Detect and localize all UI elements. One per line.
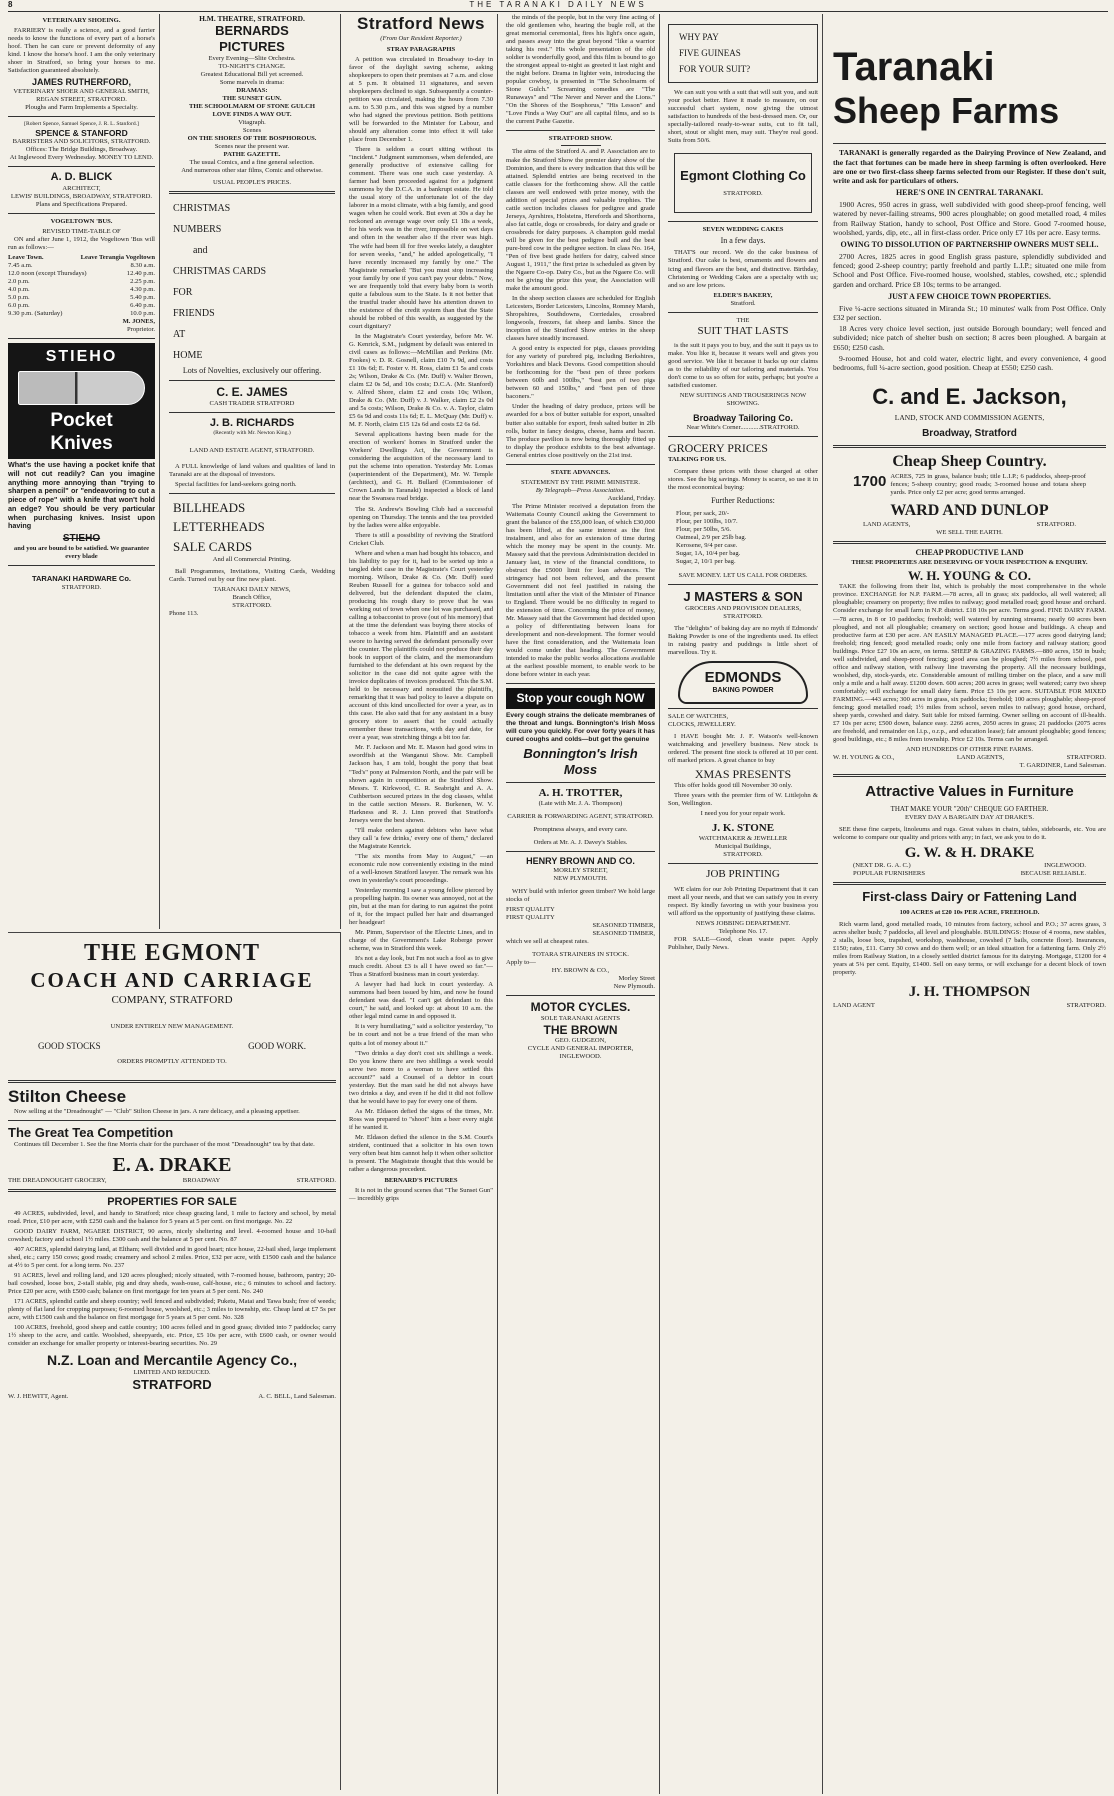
news-para: "I'll make orders against debtors who have what they call 'a few drinks,' every one of them," declared the Magistrate Kenrick. — [349, 826, 493, 850]
sheep-p1: 1900 Acres, 950 acres in grass, well subdivided with good sheep-proof fencing, well watered by never-failing streams, 900 acres ploughable; on good metalled road, 4 miles from Railway Station, handy to school, Post Office and Store. Good 7-roomed house, woolshed, yards, dip, etc., all in first-class order. Price only £7 10s per acre. Easy terms. — [833, 200, 1106, 237]
cough-brand: Bonnington's Irish Moss — [523, 746, 638, 778]
bus-owner-role: Proprietor. — [126, 326, 155, 334]
richards-sub: (Recently with Mr. Newton King.) — [213, 430, 291, 437]
suit-line: FOR YOUR SUIT? — [679, 64, 751, 75]
richards-body: A FULL knowledge of land values and qualities of land in Taranaki are at the disposal of investors. — [169, 462, 335, 478]
theatre-line: And numerous other star films, Comic and otherwise. — [181, 167, 323, 175]
theatre-line: Some marvels in drama: — [219, 78, 285, 86]
jackson-addr: Broadway, Stratford — [922, 428, 1017, 440]
bus-row: 9.30 p.m. (Saturday) 10.0 p.m. — [8, 310, 155, 317]
masthead-title: THE TARANAKI DAILY NEWS — [469, 0, 647, 9]
richards-line1: LAND AND ESTATE AGENT, STRATFORD. — [189, 446, 315, 454]
cough-body: Every cough strains the delicate membranes of the throat and lungs. Bonnington's Irish Moss will cure you quickly. For over forty years it has cured coughs and colds—but get the genuine — [506, 712, 655, 744]
theatre-line: ON THE SHORES OF THE BOSPHOROUS. — [187, 135, 317, 143]
brown-line: TOTARA STRAINERS IN STOCK. — [532, 950, 629, 958]
bus-body: ON and after June 1, 1912, the Vogeltown 'Bus will run as follows:— — [8, 235, 155, 251]
coach-title2: COACH AND CARRIAGE — [30, 968, 314, 993]
theatre-name2: PICTURES — [219, 39, 285, 54]
bus-timetable — [8, 262, 155, 318]
prop-item: GOOD DAIRY FARM, NGAERE DISTRICT, 90 acres, nicely sheltering and level. 4-roomed house and 10-bail cowshed; factory and school 1½ miles. £300 cash and the balance at 5 per cent. No. 87 — [8, 1227, 336, 1243]
sheep-p4: 18 Acres very choice level section, just outside Borough boundary; well fenced and subdivided; nice patch of shelter bush on section; 8 acres been ploughed. A bargain at £650; £250 cash. — [833, 324, 1106, 352]
furn-sub: THAT MAKE YOUR "20th" CHEQUE GO FARTHER. — [890, 805, 1049, 814]
grocery-item: Sugar, 2, 10/1 per bag. — [676, 558, 736, 566]
pocket-knife-icon — [18, 371, 146, 405]
stone-xmas: XMAS PRESENTS — [694, 767, 792, 782]
brown-line: which we sell at cheapest rates. — [506, 937, 589, 945]
column-2 — [164, 14, 341, 929]
hardware-town: STRATFORD. — [61, 583, 102, 591]
advances-sub2: By Telegraph—Press Association. — [535, 486, 626, 494]
grocery-item: Oatmeal, 2/9 per 25lb bag. — [676, 533, 747, 541]
sheep-p3: Five ¼-acre sections situated in Miranda St.; 10 minutes' walk from Post Office. Only £32 per section. — [833, 303, 1106, 322]
young-mid: LAND AGENTS, — [956, 754, 1005, 762]
theatre-line: Every Evening—Slite Orchestra. — [208, 54, 296, 62]
spence-line2: Offices: The Bridge Buildings, Broadway. — [25, 146, 138, 154]
news-para: Where and when a man had bought his tobacco, and his liability to pay for it, had to be sorted up into a tangled debt case in the Magistrate's Court yesterday morning. Wilson, Drake & Co. (Mr. Duff) sued Reuben Russell for a guinea for tobacco sold and delivered, but the defendant disputed the claim, producing his rough diary to prove that he was working out of town when one lot was purchased, and calling a tobacconist to prove (out of his memory) that at the time the defendant was buying there stocks of tobacco a week from him. Plaintiff and an assistant swore to having served the defendant personally over the counter. The plaintiffs could not produce their day book in support of the claim, and the memorandum furnished to the defendant at his own request by the solicitor in the case did not quite agree with the invoice duplicates of invoices produced. This the S.M. held to be necessary and nonsuited the plaintiffs, remarking that it was bad policy to leave a dispute on account of this kind uncollected for over a year, as in this case. He also said that for any assistant in a busy grocery store to assert that he could actually remember these transactions, with day and date, for over a year, was stretching things a bit too far. — [349, 549, 493, 742]
brown-line: FIRST QUALITY — [506, 905, 555, 913]
news-para: It is very humiliating," said a solicitor yesterday, "to be in court and not be a true friend of the man who quits a lot of money about it." — [349, 1023, 493, 1047]
egmont-town: STRATFORD. — [723, 189, 763, 197]
brown-line: SEASONED TIMBER, — [592, 921, 655, 929]
print-ad — [169, 498, 335, 557]
trotter-sub: (Late with Mr. J. A. Thompson) — [538, 800, 623, 808]
theatre-line: TO-NIGHT'S CHANGE. — [218, 62, 286, 70]
theatre-line: The usual Comics, and a fine general selection. — [189, 159, 315, 167]
furn-title: Attractive Values in Furniture — [865, 783, 1074, 801]
print-line: And all Commercial Printing. — [212, 556, 292, 564]
furn-right: INGLEWOOD. — [1044, 862, 1086, 870]
grocery-item: Sugar, 1A, 10/4 per bag. — [676, 550, 741, 558]
jackson-name: C. and E. Jackson, — [872, 384, 1067, 410]
cheese-body: Now selling at the "Dreadnought" — "Club" Stilton Cheese in jars. A rare delicacy, and a pleasing appetiser. — [14, 1108, 300, 1116]
grocery-item: Flour, per 100lbs, 10/7. — [676, 517, 738, 525]
tail-para: It is not in the ground scenes that "The Sunset Gun" — incredibly grips — [349, 1187, 493, 1203]
stone-repair: I need you for your repair work. — [700, 809, 786, 817]
xmas-line: HOME — [173, 350, 203, 362]
furn-left2: POPULAR FURNISHERS — [853, 870, 926, 878]
print-line: TARANAKI DAILY NEWS, — [213, 586, 291, 594]
news-para: As Mr. Eldason defied the signs of the times, Mr. Ross was prepared to "shoot" him a beer every night if he wanted it. — [349, 1107, 493, 1131]
masters-name: J MASTERS & SON — [683, 589, 803, 605]
young-heading: CHEAP PRODUCTIVE LAND — [915, 547, 1024, 557]
theatre-line: Scenes near the present war. — [214, 143, 290, 151]
stone-line: Municipal Buildings, — [714, 843, 772, 851]
stone-line1: SALE OF WATCHES, — [668, 712, 729, 720]
news-para: It's not a day look, but I'm not such a fool as to give much credit. About £3 is all I have owed so far."—Thus a Stratford business man in court yesterday. — [349, 955, 493, 979]
grocery-foot: SAVE MONEY. LET US CALL FOR ORDERS. — [678, 572, 808, 580]
xmas-line: NUMBERS — [173, 224, 222, 236]
blick-line1: ARCHITECT, — [62, 184, 101, 192]
advances-body: The Prime Minister received a deputation from the Waitemata County Council asking the Government to grant the balance of the £55,000 loan, of which £30,000 has been lifted, at the same interest as the first instalment, and also for an extension of time during which the money may be spent in the county. Mr. Massey said that the previous Administration decided in January last, in view of the financial conditions, to obstruct the £5000 limit for loan advances. The stringency had not been relieved, and the present Government did not feel justified in raising the limitation until after the visit of the Minister of Finance to England. There would be no difficulty in regard to the extension of time. Concerning the price of money, Mr. Massey said that the Government had decided upon a policy of differentiating between loans for development and non-development. The former would have the first consideration, and the Waitemata loan would come under that heading. The Government intended to make the public works allocations available at the earliest possible moment, to enable work to be done before winter in each year. — [506, 502, 655, 679]
sheep-p2: 2700 Acres, 1825 acres in good English grass pasture, splendidly subdivided and fenced; good 2-sheep country; partly freehold and partly L.I.P.; situated one mile from School and Post Office. Five-roomed house, woolshed, stables, cowshed, etc.; splendid garden and orchard. Price £8 10s; terms to be arranged. — [833, 251, 1106, 289]
edmonds-logo — [678, 661, 808, 704]
vet-line2: REGAN STREET, STRATFORD. — [36, 96, 127, 104]
xmas-line: FOR — [173, 287, 193, 299]
cakes-name: ELDER'S BAKERY, — [713, 291, 773, 299]
theatre-line: LOVE FINDS A WAY OUT. — [212, 111, 292, 119]
cheap-title: Cheap Sheep Country. — [892, 452, 1047, 470]
lasts-the: THE — [736, 316, 750, 324]
newspaper-page — [8, 0, 1108, 1796]
stone-body2: Three years with the premier firm of W. Littlejohn & Son, Wellington. — [668, 791, 818, 807]
theatre-line: Greatest Educational Bill yet screened. — [200, 70, 304, 78]
motor-title: MOTOR CYCLES. — [530, 999, 631, 1014]
spence-line3: At Inglewood Every Wednesday. MONEY TO LEND. — [9, 154, 154, 162]
job-heading: JOB PRINTING — [706, 868, 780, 881]
grocery-heading: GROCERY PRICES — [668, 441, 768, 456]
grocery-item: Flour, per sack, 20/- — [676, 509, 730, 517]
print-line: STRATFORD. — [232, 602, 272, 610]
theatre-line: Vitagraph. — [238, 119, 266, 127]
xmas-line: CHRISTMAS CARDS — [173, 266, 267, 278]
print-line: SALE CARDS — [173, 538, 253, 554]
theatre-line: USUAL PEOPLE'S PRICES. — [212, 179, 292, 187]
news-para: In the Magistrate's Court yesterday, before Mr. W. G. Kenrick, S.M., judgment by default was entered in civil cases as follows:—McMillan and Perkins (Mr. Fookes) v. D. R. Gosnell, claim £10 7s 9d, and costs £1 10s 6d; E. Foster v. H. Ross, claim £1 5s and costs 2s; Wilson, Drake & Co. (Mr. Duff) v. Walter Brown, claim £2 0s 5d, and 10s costs; D.C.A. (Mr. Stanford) v. Alfred Shore, claim £2 and costs 10s; Wilson, Drake & Co. (Mr. Duff) v. J. Walker, claim £2 2s 0d and 5s costs; Wilson, Drake & Co. v. A. Taylor, claim £5 6s 9d and costs 11s 6d; E. L. McQuay (Mr. Duff) v. M. F. North, claim £15 12s 6d and costs £2 6s 6d. — [349, 332, 493, 429]
print-line: BILLHEADS — [173, 499, 246, 515]
xmas-ad — [169, 198, 335, 366]
news-para: The St. Andrew's Bowling Club had a successful opening on Thursday. The tennis and the tea provided by the ladies were alike enjoyable. — [349, 505, 493, 529]
show-para: The aims of the Stratford A. and P. Association are to make the Stratford Show the premier dairy show of the Dominion, and there is every indication that this will be attained. Splendid entries are being received in the cattle classes for the forthcoming show. All the cattle classes are well endowed with prize money, with the addition of special prizes and valuable trophies. The cattle section includes classes for pedigree and grade Jerseys, Ayrshires, Holsteins, Herefords and Shorthorns, also fat cattle, dogs or crossbreds, for dairy and grade or crossbreds for dairy purposes. A champion gold medal will be given for the best pedigree bull and the best pure-bred cow in the pedigree section. In class No. 164, "Pen of five best grade heifers for dairy, calved since August 1, 1911," the first prize is scheduled as given by the Ngaere Co-op. Dairy Co., but as the Ngaere Co. will not be giving the prize this year, the Association will make the amount good. — [506, 148, 655, 292]
news-para: "The six months from May to August," —an economic rule now conveniently existing in the mind of a well-known Stratford lawyer. The remark was his own in yesterday's court proceedings. — [349, 852, 493, 884]
print-line: LETTERHEADS — [173, 519, 265, 535]
vet-heading: VETERINARY SHOEING. — [42, 17, 121, 24]
trotter-name: A. H. TROTTER, — [538, 786, 623, 799]
sheep-h2: OWING TO DISSOLUTION OF PARTNERSHIP OWNERS MUST SELL. — [840, 240, 1099, 250]
knife-title1: Pocket — [50, 409, 113, 431]
james-line: CASH TRADER STRATFORD — [209, 399, 295, 407]
ward-left: LAND AGENTS, — [863, 520, 911, 528]
blick-name: A. D. BLICK — [50, 171, 113, 184]
stone-body: I HAVE bought Mr. J. F. Watson's well-known watchmaking and jewellery business. New stock is ordered. The present fine stock is offered at 10 per cent. off marked prices. A great chance to buy — [668, 733, 818, 765]
lasts-addr: Near White's Corner............STRATFORD. — [686, 424, 800, 432]
brown-body: WHY build with inferior green timber? We hold large stocks of — [506, 887, 655, 903]
bus-row: 5.0 p.m. 5.40 p.m. — [8, 293, 155, 301]
grocery-reductions: Further Reductions: — [711, 496, 775, 506]
hardware-name: TARANAKI HARDWARE Co. — [31, 574, 132, 584]
drake-name: E. A. DRAKE — [112, 1153, 232, 1176]
suit-line: WHY PAY — [679, 32, 719, 42]
news-para: Mr. F. Jackson and Mr. E. Mason had good wins in swordfish at the Wanganui Show. Mr. Campbell Jackson has, I am told, bought the pony that beat "Ted's" pony at Palmerston North, and the pair will be shown again in competition at the Stratford Show. Messrs. T. Kirkwood, C. R. Seabright and A. A. Cuthbertson secured prizes in the dog classes, whilst in the cattle section Messrs. R. Burkenen, W. V. Harkness and R. J. Linn proved that Stratford's Jerseys were the best shown. — [349, 744, 493, 824]
dairy-title: First-class Dairy or Fattening Land — [862, 889, 1077, 905]
spence-name: SPENCE & STANFORD — [35, 127, 128, 138]
bus-row: 12.0 noon (except Thursdays) 12.40 p.m. — [8, 269, 155, 277]
nz-title: N.Z. Loan and Mercantile Agency Co., — [47, 1352, 297, 1369]
column-4 — [502, 14, 660, 1794]
good-work: GOOD WORK. — [248, 1041, 306, 1052]
lasts-body: is the suit it pays you to buy, and the suit it pays us to make. You like it, because it wears well and gives you good service. We like it because it backs up our claims as to the reliability of our tailoring and materials. You don't come to us so often for suits, perhaps; but you're a satisfied customer. — [668, 342, 818, 390]
xmas-foot: Lots of Novelties, exclusively our offering. — [182, 366, 322, 376]
theatre-name: BERNARDS — [215, 23, 289, 39]
james-name: C. E. JAMES — [216, 385, 288, 400]
bus-owner: M. JONES, — [122, 318, 155, 326]
motor-line1: GEO. GUDGEON, — [554, 1037, 607, 1045]
prop-item: 171 ACRES, splendid cattle and sheep country; well fenced and subdivided; Puketu, Matai and Tawa bush; free of weeds; plenty of flat land for cropping purposes; 6-roomed house, woolshed, etc.; 3 miles to township, etc. Cheap land at £7 5s per acre, with £1500 cash and the balance on first mortgage for 5 years at 5 per cent. No. 328 — [8, 1298, 336, 1322]
stray-heading: STRAY PARAGRAPHS — [386, 45, 456, 53]
tail-heading: BERNARD'S PICTURES — [384, 1177, 458, 1185]
vet-line3: Ploughs and Farm Implements a Specialty. — [25, 104, 138, 112]
young-foot: AND HUNDREDS OF OTHER FINE FARMS. — [905, 746, 1033, 753]
sheep-p5: 9-roomed House, hot and cold water, electric light, and every convenience, 4 good bedrooms, full ¼-acre section, good position. Cheap at £550; £250 cash. — [833, 353, 1106, 373]
advances-sub3: Auckland, Friday. — [607, 494, 655, 502]
theatre-line: PATHE GAZETTE. — [223, 151, 281, 159]
nz-sub: LIMITED AND REDUCED. — [133, 1369, 211, 1377]
brown-line: Apply to— — [506, 958, 536, 966]
coach-line2: ORDERS PROMPTLY ATTENDED TO. — [117, 1058, 227, 1066]
stone-line2: CLOCKS, JEWELLERY. — [668, 721, 736, 729]
stone-line: STRATFORD. — [723, 851, 763, 859]
print-line: Phone 113. — [169, 610, 199, 618]
news-para: A lawyer had had luck in court yesterday. A summons had been issued by him, and now he found defendant was dead. "I can't get defendant to this court," he said, and looked up: at about 10 a.m. the other legal mind came in and opposed it. — [349, 981, 493, 1021]
news-para: Mr. Eldason defied the silence in the S.M. Court's strident, continued that a solicitor in his own town very often beat him cannot help it when other solicitor is present. The Magistrate thought that this would be rather a dangerous precedent. — [349, 1133, 493, 1173]
suit-line: FIVE GUINEAS — [679, 48, 741, 59]
sheep-title2: Sheep Farms — [833, 90, 1060, 131]
cakes-body: THAT'S our record. We do the cake business of Stratford. Our cake is best, ornaments and flowers and icing and flavors are the best, and distinctive. Birthday, Christening or Wedding Cakes are a specialty with us; and so are low prices. — [668, 249, 818, 289]
news-para: Several applications having been made for the erection of workers' homes in Stratford under the Workers' Dwellings Act, the Government is considering the acquisition of the necessary land to put the scheme into operation. Yesterday Mr. Lomas (superintendent of the Department), Mr. W. Temple (architect), and G. H. Bullard (Commissioner of Crown Lands in Taranaki) inspected a block of land near the Swansea road bridge. — [349, 431, 493, 503]
cough-ad — [506, 688, 655, 709]
theatre-line: Scenes — [242, 127, 262, 135]
show-heading: STRATFORD SHOW. — [548, 135, 613, 143]
ward-sub: WE SELL THE EARTH. — [936, 528, 1003, 536]
furn-left: (NEXT DR. G. A. C.) — [853, 862, 911, 870]
thompson-left: LAND AGENT — [833, 1001, 875, 1009]
jackson-line: LAND, STOCK AND COMMISSION AGENTS, — [894, 413, 1045, 423]
grocery-sub: TALKING FOR US. — [668, 455, 726, 463]
news-para: There is seldom a court sitting without its "incident." Judgment summonses, when defended, are generally productive of extensive calling for comment. There was one such case yesterday. A farmer had been proceeded against for a judgment summons by the D.C.A. in a bankrupt estate. He told the usual story of the unfortunate lot of the day laborer in a moist climate, with a big family, and good wages when he could work. But even at 30s a day he reckoned an average wage over only £1 18s a week, for his work was in the river, impossible on wet days and often in the weather also if the river was high. The wife had been ill for five weeks lately, a daughter for seven weeks, "and," he added apologetically, "I have recently increased my family by one." The Magistrate remarked: "But you must stop increasing your family by one if you can't pay your debts." Now, we are frequently told that every baby born is worth quite a fabulous sum to the State. Is it not better that the trustful trader should have his attention drawn to the existence of the credit system than that the State should be robbed of this wealth, as suggested by the court dignitary? — [349, 146, 493, 330]
bus-sub: REVISED TIME-TABLE OF — [42, 227, 121, 235]
bus-row: 7.45 a.m. 8.30 a.m. — [8, 261, 155, 269]
news-para: There is still a possibility of reviving the Stratford Cricket Club. — [349, 531, 493, 547]
suit-box — [668, 24, 818, 83]
cakes-heading: SEVEN WEDDING CAKES — [702, 225, 784, 233]
lasts-line: NEW SUITINGS AND TROUSERINGS NOW SHOWING. — [679, 392, 807, 408]
pictures-para: the minds of the people, but in the very fine acting of the old gentlemen who, hearing the bugle roll, at the great memorial ceremonial, fires his light's once again, and passes away into the great beyond "like a warrior taking his rest." His whole presentation of the old soldier is wonderfully good, and this film is bound to go the strongest appeal to-night as greeted it last night and the night before. Drama in lighter vein, introducing the popular cowboy, is presented in "The Schoolmarm of Stone Gulch." Screaming comedies are "The Runaways" and "The Never and Never and the Lions." "On the Shores of the Bosphorus," "His Lesson" and "Love Finds a Way Out" are all capital films, and so is the current Pathe Gazette. — [506, 14, 655, 126]
column-1 — [8, 14, 160, 929]
motor-line2: CYCLE AND GENERAL IMPORTER, INGLEWOOD. — [527, 1045, 634, 1061]
xmas-line: AT — [173, 329, 186, 341]
young-sub: THESE PROPERTIES ARE DESERVING OF YOUR INSPECTION & ENQUIRY. — [851, 559, 1088, 567]
knife-ad — [8, 343, 155, 459]
advances-sub1: STATEMENT BY THE PRIME MINISTER. — [521, 478, 640, 486]
show-para: Under the heading of dairy produce, prizes will be awarded for a box of butter suitable for export, unsalted butter also suitable for export, fresh salted butter in 2lb rolls, butter in fancy designs, cheese, hams and bacon. The produce pavilion is now being thoroughly fitted up to display the produce exhibits to the best advantage. General entries close positively on the 21st inst. — [506, 403, 655, 459]
nz-left: W. J. HEWITT, Agent. — [8, 1393, 69, 1401]
print-line: Branch Office, — [232, 594, 272, 602]
trotter-line2: Promptness always, and every care. — [533, 826, 628, 834]
young-right: STRATFORD. — [1066, 754, 1106, 762]
brown-line: New Plymouth. — [613, 982, 655, 990]
news-para: Mr. Pimm, Supervisor of the Electric Lines, and in charge of the Government's Lake Roberge power scheme, was in Stratford this week. — [349, 929, 493, 953]
spence-line1: BARRISTERS AND SOLICITORS, STRATFORD. — [12, 138, 151, 146]
dairy-sub: 100 ACRES at £20 10s PER ACRE, FREEHOLD. — [899, 909, 1040, 917]
furn-body: SEE these fine carpets, linoleums and rugs. Great values in chairs, tables, sideboards, etc. You are welcome to compare our quality and prices with any; in fact, we ask you to do it. — [833, 825, 1106, 841]
prop-item: 91 ACRES, level and rolling land, and 120 acres ploughed; nicely situated, with 7-roomed house, bathroom, pantry; 20-bail cowshed, loose box, 2-stall stable, pig and dray sheds, wash-ouse, calf-house, etc.; 6 minutes to school and factory. Price £20 per acre, with £500 cash; balance on first mortgage for ten years at 5 per cent. No. 240 — [8, 1272, 336, 1296]
brown-line: HY. BROWN & CO., — [551, 966, 610, 974]
column-3 — [345, 14, 498, 1794]
news-para: "Two drinks a day don't cost six shillings a week. Do you know there are two shillings a week would serve two more to a woman to have settled this account?" said a Counsel of a debtor in court yesterday. But the man said he did not always have two drinks a day, and even if he did it did not follow that he would have to pay for every one of them. — [349, 1049, 493, 1105]
sheep-title1: Taranaki — [833, 45, 995, 89]
cakes-town: Stratford. — [730, 299, 756, 307]
coach-title: THE EGMONT — [83, 940, 261, 966]
knife-body: What's the use having a pocket knife that will not cut readily? Can you imagine anything more annoying than "trying to sharpen a pencil" or "endeavoring to cut a piece of rope" with a knife that won't hold an edge? You should be very particular when purchasing knives. Insist upon having — [8, 459, 155, 531]
cheap-body: ACRES, 725 in grass, balance bush; title L.I.P.; 6 paddocks, sheep-proof fences; 5-sheep country; good roads; 3-roomed house and totara sheep yards. Price only £2 per acre; good terms arranged. — [890, 473, 1086, 497]
wide-left-block — [8, 932, 341, 1790]
cheap-num: 1700 — [853, 473, 887, 491]
young-name: W. H. YOUNG & CO. — [908, 567, 1031, 583]
print-line: Ball Programmes, Invitations, Visiting Cards, Wedding Cards. Turned out by our fine new plant. — [169, 568, 335, 584]
page-number: 8 — [8, 0, 16, 9]
stone-name: J. K. STONE — [711, 821, 775, 834]
edmonds-brand2: BAKING POWDER — [712, 687, 774, 695]
stratford-news-title: Stratford News — [357, 14, 485, 33]
good-stocks: GOOD STOCKS — [38, 1041, 101, 1052]
masthead — [8, 0, 1108, 12]
cheese-title: Stilton Cheese — [8, 1087, 127, 1107]
grocery-body: Compare these prices with those charged at other stores. See the big savings. Money is scarce, so use it in the most economical buying: — [668, 468, 818, 492]
vet-name: JAMES RUTHERFORD, — [31, 77, 131, 88]
show-para: A good entry is expected for pigs, classes providing for any variety of purebred pig, including Berkshires, Yorkshires and black Devons. Good competition should be forthcoming for the "best pen of three porkers between 60lb and 100lbs," "best pen of two pigs between 60 and 150lbs," and "best pen of three baconers." — [506, 345, 655, 401]
bus-row: 2.0 p.m. 2.25 p.m. — [8, 277, 155, 285]
xmas-line: FRIENDS — [173, 308, 215, 320]
masters-line: GROCERS AND PROVISION DEALERS, STRATFORD. — [685, 604, 801, 620]
thompson-name: J. H. THOMPSON — [908, 984, 1031, 1001]
nz-right: A. C. BELL, Land Salesman. — [258, 1393, 336, 1401]
xmas-line: and — [193, 245, 208, 257]
coach-title3: COMPANY, STRATFORD — [111, 993, 233, 1006]
theatre-line: THE SCHOOLMARM OF STONE GULCH — [188, 103, 316, 111]
furn-right2: BECAUSE RELIABLE. — [1020, 870, 1086, 878]
job-body: WE claim for our Job Printing Department that it can meet all your needs, and that we can satisfy you in every respect. By kindly favoring us with your business you will afford us the opportunity of justifying these claims. — [668, 885, 818, 917]
lasts-name: Broadway Tailoring Co. — [693, 413, 793, 424]
motor-name: THE BROWN — [543, 1022, 618, 1037]
ward-name: WARD AND DUNLOP — [890, 502, 1049, 520]
job-sale: FOR SALE—Good, clean waste paper. Apply Publisher, Daily News. — [668, 936, 818, 952]
bus-row: 4.0 p.m. 4.30 p.m. — [8, 285, 155, 293]
vet-body: FARRIERY is really a science, and a good farrier needs to know the functions of every part of a horse's hoof. Then he can cure or prevent deformity of any kind. I know the horse's hoof. I am the only veterinary shoer in Stratford, so bring your horses to me. Satisfaction guaranteed absolutely. — [8, 27, 155, 75]
trotter-line1: CARRIER & FORWARDING AGENT, STRATFORD. — [507, 813, 654, 821]
bus-col-b: Leave Terangia Vogeltown — [80, 253, 155, 261]
dairy-body: Rich warm land, good metalled roads, 10 minutes from factory, school and P.O.; 37 acres grass, 3 acres shelter bush; 7 paddocks, all level and ploughable. BUILDINGS: House of 4 rooms, new stables, 2 stalls, loose box, trapshed, workshop, washhouse, cowshed (7 bails, concrete floor). Insurances, £150; rates, £11. Carry 30 cows and do them well; or an ideal situation for a fattening farm. Only 2½ miles from Railway Station, in a closely settled district famous for its dairying. Mortgage, £1200 for 4 years at 5¼ per cent. Equity, £1400. Sell on easy terms, or will exchange for a decent block of town property. — [833, 921, 1106, 977]
theatre-line: DRAMAS: — [236, 86, 268, 94]
stone-line: WATCHMAKER & JEWELLER — [698, 835, 788, 843]
ward-right: STRATFORD. — [1036, 520, 1076, 528]
prop-item: 49 ACRES, subdivided, level, and handy to Stratford; nice cheap grazing land, 1 mile to factory and school, by metal road. Price, £10 per acre, with £250 cash and the balance for 5 years at 5 per cent. on first mortgage. No. 22 — [8, 1209, 336, 1225]
job-line1: NEWS JOBBING DEPARTMENT. — [695, 919, 791, 927]
column-6 — [827, 14, 1108, 1794]
young-left: W. H. YOUNG & CO., — [833, 754, 895, 762]
brown-line: FIRST QUALITY — [506, 913, 555, 921]
theatre-line: THE SUNSET GUN. — [222, 95, 282, 103]
drake-mid: BROADWAY — [182, 1177, 221, 1185]
coach-line1: UNDER ENTIRELY NEW MANAGEMENT. — [110, 1023, 234, 1031]
furn-sub2: EVERY DAY A BARGAIN DAY AT DRAKE'S. — [905, 813, 1034, 821]
richards-name: J. B. RICHARDS — [209, 416, 295, 429]
suit-body: We can suit you with a suit that will suit you, and suit your pocket better. Have it made to measure, on our successful chart system, now giving the utmost satisfaction to hundreds of the best-dressed men. Or, our specially-tailored ready-to-wear suits, cut to fit tall, short, stout or slight men, may suit. They're real good. Suits from 50/6. — [668, 88, 818, 144]
furn-name: G. W. & H. DRAKE — [904, 845, 1035, 862]
grocery-item: Flour, per 50lbs, 5/6. — [676, 525, 732, 533]
brown-line: Morley Street — [618, 974, 655, 982]
spence-sub: [Robert Spence, Samuel Spence, J. R. L. Stanford.] — [24, 121, 139, 128]
knife-brand2: STIEHO — [62, 533, 101, 545]
lasts-heading: SUIT THAT LASTS — [697, 324, 789, 337]
edmonds-brand: EDMONDS — [704, 669, 782, 687]
vet-line1: VETERINARY SHOER AND GENERAL SMITH, — [13, 88, 150, 96]
richards-line2: Special facilities for land-seekers going north. — [175, 480, 297, 488]
cakes-sub: In a few days. — [720, 235, 766, 245]
trotter-line3: Orders at Mr. A. J. Davey's Stables. — [533, 839, 628, 847]
drake-right: STRATFORD. — [296, 1177, 336, 1185]
column-5 — [664, 14, 823, 1794]
blick-line3: Plans and Specifications Prepared. — [35, 200, 128, 208]
nz-town: STRATFORD — [132, 1377, 212, 1393]
news-para: Yesterday morning I saw a young fellow pierced by a propelling hatpin. Its owner was annoyed, not at the pin, but at the man for daring to run against the point of it, for the impact pulled her hair and disarranged her headgear! — [349, 886, 493, 927]
tea-title: The Great Tea Competition — [8, 1125, 174, 1141]
egmont-box — [674, 153, 812, 213]
tea-body: Continues till December 1. See the fine Morris chair for the purchaser of the most "Dreadnought" tea by that date. — [14, 1140, 315, 1148]
knife-foot: and you are bound to be satisfied. We guarantee every blade — [13, 545, 150, 561]
xmas-line: CHRISTMAS — [173, 203, 231, 215]
knife-title2: Knives — [50, 432, 113, 454]
young-body: TAKE the following from their list, which is probably the most comprehensive in the whole province. EXCHANGE for N.P. FARM.—78 acres, all in grass; six paddocks, all well watered; all ploughable; creamery on property; five miles to railway; good metalled road; good house and orchard. Consider exchange for small farm in N.P. district. £18 10s per acre. Terms good. FINE DAIRY FARM.—78 acres, in 8 or 10 paddocks; freehold; well watered by running streams; nearly 60 acres been ploughed, and not all ploughable; creamery on section; good house and buildings. A cheap and productive farm at £30 per acre. AN EASILY MANAGED PLACE.—177 acres good dairying land; freehold; ring fenced; good metalled roads; only one mile from factory and railway station; good buildings. Price £27 10s an acre, on terms. SHEEP & GRAZING FARMS.—880 acres, 150 in bush; well subdivided, and sheep-proof fencing; good area can be ploughed; 7½ miles from school, post office and railway station, with railway line traversing the property. All the necessary buildings, woolshed, dip, stock-yards, etc. Considerable amount of milling timber on the place, and a saw mill only a mile and a half away. £1200 down. 600 acres; 200 acres in grass; well watered; carry two sheep comfortably; will exchange for small dairy farm. Price £3 10s per acre. SUITABLE FOR MIXED FARMING.—443 acres; 300 acres in grass, six paddocks; freehold; 100 acres ploughable; sheep-proof fencing; good metalled road; 1½ miles from school, seven miles to railway; good house, orchard, sheep yards, cowshed and dairy. Suit table for mixed farming. Owner selling on account of ill-health. £7 10s per acre; £500 down, balance easy. 2266 acres, 2050 acres in grass; 21 paddocks (2075 acres are freehold, and remainder on l.i.p., o.r.p., and education lease); fair amount ploughable; good fences; good buildings, etc.; 8 miles from township. Price £2 10s. Terms can be arranged. — [833, 583, 1106, 743]
thompson-right: STRATFORD. — [1066, 1001, 1106, 1009]
sheep-intro: TARANAKI is generally regarded as the Dairying Province of New Zealand, and the fact that fortunes can be made here in sheep farming is often overlooked. Here are one or two first-class sheep farms selected from our Register. If these don't suit, write and ask for particulars of others. — [833, 148, 1106, 186]
bus-row: 6.0 p.m. 6.40 p.m. — [8, 301, 155, 309]
sheep-h1: HERE'S ONE IN CENTRAL TARANAKI. — [895, 188, 1044, 198]
brown-line: MORLEY STREET, — [553, 867, 608, 875]
prop-item: 407 ACRES, splendid dairying land, at Eltham; well divided and in good heart; nice house, 22-bail shed, large implement shed, etc.; carry 150 cows; good roads; creamery and school 2 miles. Price, £32 per acre, with £1500 cash and the balance at 4½ to 5 per cent. for a long term. No. 237 — [8, 1245, 336, 1269]
bus-heading: VOGELTOWN 'BUS. — [50, 217, 113, 225]
byline: (From Our Resident Reporter.) — [380, 34, 462, 42]
news-para: A petition was circulated in Broadway to-day in favor of the daylight saving scheme, asking shopkeepers to open their premises at 7 a.m. and close at 5 p.m. It obtained 11 signatures, and seven shopkeepers declined to sign. Subsequently a counter-petition was circulated, making the hours from 7.30 a.m. to 5.30 p.m., and this was signed by a number who had signed the previous petition. Both petitions will be forwarded to the Minister for Labour, and should any alteration come into effect it will take place from December 1. — [349, 55, 493, 144]
motor-sub: SOLE TARANAKI AGENTS — [540, 1014, 621, 1022]
job-line2: Telephone No. 17. — [718, 927, 768, 935]
young-sales: T. GARDINER, Land Salesman. — [1019, 762, 1106, 770]
advances-heading: STATE ADVANCES. — [550, 468, 611, 476]
sheep-h3: JUST A FEW CHOICE TOWN PROPERTIES. — [888, 291, 1051, 301]
brown-name: HENRY BROWN AND CO. — [526, 856, 635, 867]
grocery-item: Kerosene, 9/4 per case. — [676, 541, 738, 549]
blick-line2: LEWIS' BUILDINGS, BROADWAY, STRATFORD. — [10, 192, 153, 200]
props-title: PROPERTIES FOR SALE — [107, 1196, 237, 1209]
bus-col-a: Leave Town. — [8, 253, 44, 261]
grocery-list — [668, 510, 818, 566]
masters-body: The "delights" of baking day are no myth if Edmonds' Baking Powder is one of the ingredients used. Its effect in raising pastry and puddings is little short of marvellous. Try it. — [668, 625, 818, 657]
stone-offer: This offer holds good till November 30 only. — [674, 781, 793, 789]
show-para: In the sheep section classes are scheduled for English Leicesters, Border Leicesters, Lincolns, Romney Marsh, Shropshires, Southdowns, Corriedales, crossbred longwools, freezers, fat sheep and lambs. Since the inception of the Stratford Show entries in the sheep classes have steadily increased. — [506, 295, 655, 343]
brown-line: NEW PLYMOUTH. — [553, 875, 608, 883]
prop-item: 100 ACRES, freehold, good sheep and cattle country; 100 acres felled and in good grass; divided into 7 paddocks; carry 1½ sheep to the acre, and cattle. Woolshed, sheepyards, etc. Price, £5 10s per acre, with £600 cash, or owner would consider an exchange for smaller property or interest-bearing securities. No. 29 — [8, 1324, 336, 1348]
egmont-name: Egmont Clothing Co — [680, 167, 806, 183]
theatre-top: H.M. THEATRE, STRATFORD. — [199, 14, 305, 23]
drake-left: THE DREADNOUGHT GROCERY, — [8, 1177, 107, 1185]
knife-brand: STIEHO — [45, 348, 118, 366]
cough-title: Stop your cough NOW — [516, 691, 645, 706]
brown-line: SEASONED TIMBER, — [592, 929, 655, 937]
